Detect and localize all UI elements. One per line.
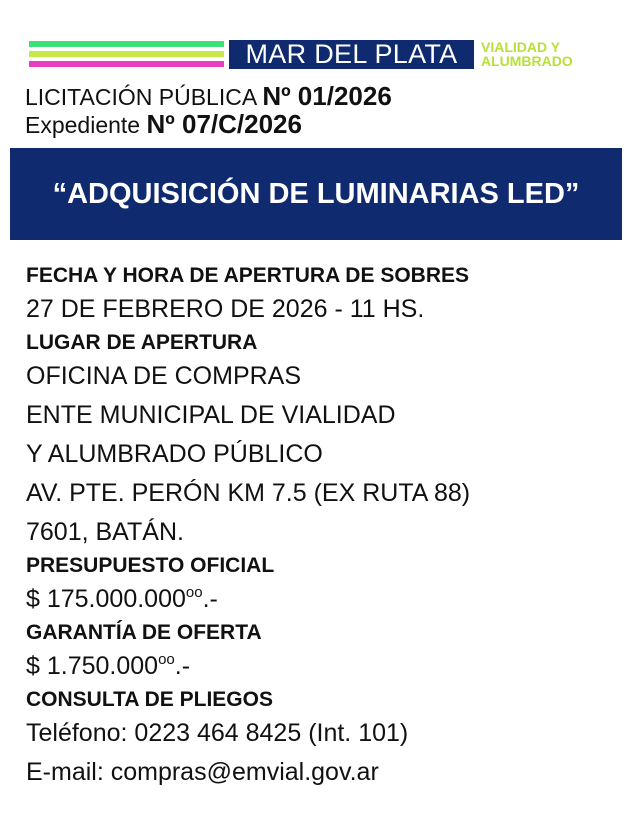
garantia-cents: oo [158, 651, 175, 668]
lugar-line: ENTE MUNICIPAL DE VIALIDAD [26, 401, 396, 429]
expediente-line [25, 111, 392, 139]
fecha-value: 27 DE FEBRERO DE 2026 - 11 HS. [26, 295, 425, 323]
logo-stripes [29, 41, 224, 71]
garantia-suffix: .- [174, 652, 191, 680]
presupuesto-amount: $ 175.000.000 [26, 585, 186, 613]
consulta-email: E-mail: compras@emvial.gov.ar [26, 758, 379, 786]
licitacion-label: LICITACIÓN PÚBLICA [25, 84, 263, 110]
expediente-label: Expediente [25, 112, 147, 138]
presupuesto-cents: oo [185, 584, 203, 601]
logo-stripe-lime [29, 51, 224, 57]
title-banner: “ADQUISICIÓN DE LUMINARIAS LED” [10, 148, 622, 240]
brand-subtitle [481, 40, 621, 68]
lugar-line: OFICINA DE COMPRAS [26, 362, 302, 390]
licitacion-number: Nº 01/2026 [262, 81, 392, 111]
brand-subtitle-line1: VIALIDAD Y [481, 39, 561, 55]
lugar-heading: LUGAR DE APERTURA [26, 331, 258, 354]
lugar-line: AV. PTE. PERÓN KM 7.5 (EX RUTA 88) [26, 479, 471, 507]
logo-stripe-green [29, 41, 224, 47]
brand-logo: MAR DEL PLATA [229, 40, 474, 69]
licitacion-line [25, 83, 392, 111]
presupuesto-heading: PRESUPUESTO OFICIAL [26, 554, 275, 577]
consulta-heading: CONSULTA DE PLIEGOS [26, 688, 273, 711]
presupuesto-value [26, 580, 616, 619]
garantia-value [26, 647, 616, 686]
fecha-heading: FECHA Y HORA DE APERTURA DE SOBRES [26, 264, 469, 287]
expediente-number: Nº 07/C/2026 [146, 109, 302, 139]
garantia-amount: $ 1.750.000 [26, 652, 159, 680]
details [26, 262, 616, 792]
lugar-line: Y ALUMBRADO PÚBLICO [26, 440, 323, 468]
licitacion-block [25, 83, 392, 139]
presupuesto-suffix: .- [202, 585, 218, 613]
garantia-heading: GARANTÍA DE OFERTA [26, 621, 262, 644]
consulta-phone: Teléfono: 0223 464 8425 (Int. 101) [26, 719, 409, 747]
logo-stripe-magenta [29, 61, 224, 67]
lugar-line: 7601, BATÁN. [26, 518, 184, 546]
brand-subtitle-line2: ALUMBRADO [481, 53, 573, 69]
